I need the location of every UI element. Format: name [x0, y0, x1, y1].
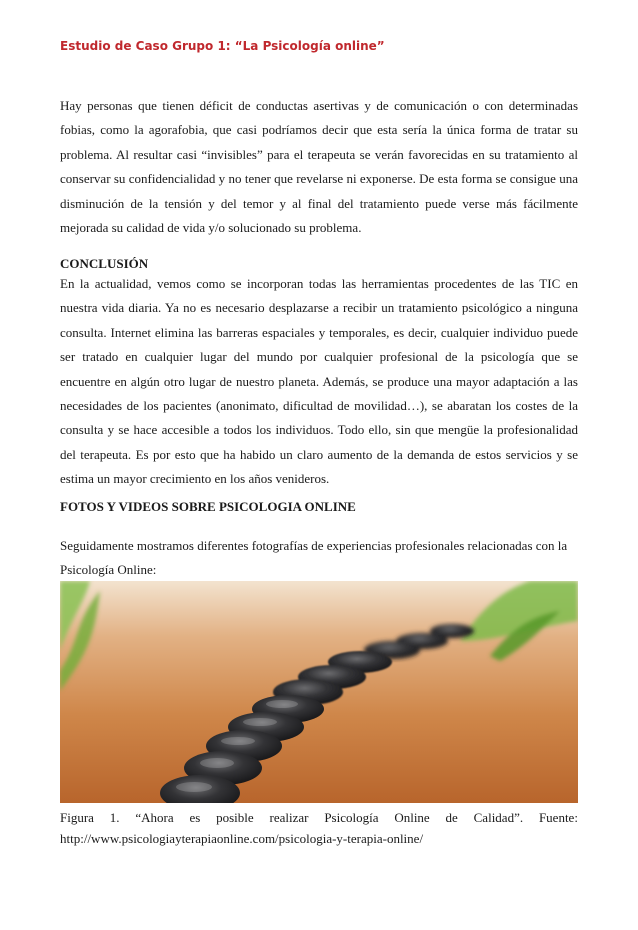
caption-word: es [189, 810, 201, 825]
caption-word: Calidad”. [473, 810, 524, 825]
media-intro-paragraph: Seguidamente mostramos diferentes fotografías de experiencias profesionales relacionadas con la Psicología Online: [60, 538, 568, 578]
stepping-stones-photo [60, 581, 578, 803]
caption-word: realizar [269, 810, 309, 825]
caption-word: posible [216, 810, 254, 825]
caption-word: de [445, 810, 458, 825]
figure-source-url: http://www.psicologiayterapiaonline.com/psicologia-y-terapia-online/ [60, 831, 424, 846]
figure-caption [60, 808, 578, 828]
conclusion-heading: CONCLUSIÓN [60, 256, 149, 271]
caption-word: Psicología [324, 810, 379, 825]
caption-word: Online [394, 810, 430, 825]
page-header-title: Estudio de Caso Grupo 1: “La Psicología online” [60, 39, 385, 53]
stepping-stones-image [60, 581, 578, 803]
caption-word: Figura [60, 810, 94, 825]
media-heading: FOTOS Y VIDEOS SOBRE PSICOLOGIA ONLINE [60, 499, 356, 514]
caption-word: 1. [109, 810, 120, 825]
conclusion-paragraph: En la actualidad, vemos como se incorporan todas las herramientas procedentes de las TIC en nuestra vida diaria. Ya no es necesario desplazarse a recibir un tratamiento psicológico a ninguna consulta. Internet elimina las barreras espaciales y temporales, es decir, cualquier individuo puede ser tratado en cualquier lugar del mundo por cualquier profesional de la psicología que se encuentre en algún otro lugar de nuestro planeta. Además, se produce una mayor adaptación a las necesidades de los pacientes (anonimato, dificultad de movilidad…), se abaratan los costes de la consulta y se hace accesible a todos los individuos. Todo ello, sin que mengüe la profesionalidad del terapeuta. Es por esto que ha habido un claro aumento de la demanda de estos servicios y se estima un mayor crecimiento en los años venideros. [60, 276, 578, 487]
caption-word: “Ahora [135, 810, 174, 825]
intro-paragraph: Hay personas que tienen déficit de conductas asertivas y de comunicación o con determinadas fobias, como la agorafobia, que casi podríamos decir que esta sería la única forma de tratar su problema. Al resultar casi “invisibles” para el terapeuta se verán favorecidas en su tratamiento al conservar su confidencialidad y no tener que revelarse ni exponerse. De esta forma se consigue una disminución de la tensión y del temor y al final del tratamiento puede verse más fácilmente mejorada su calidad de vida y/o solucionado su problema. [60, 98, 578, 236]
caption-word: Fuente: [538, 810, 578, 825]
